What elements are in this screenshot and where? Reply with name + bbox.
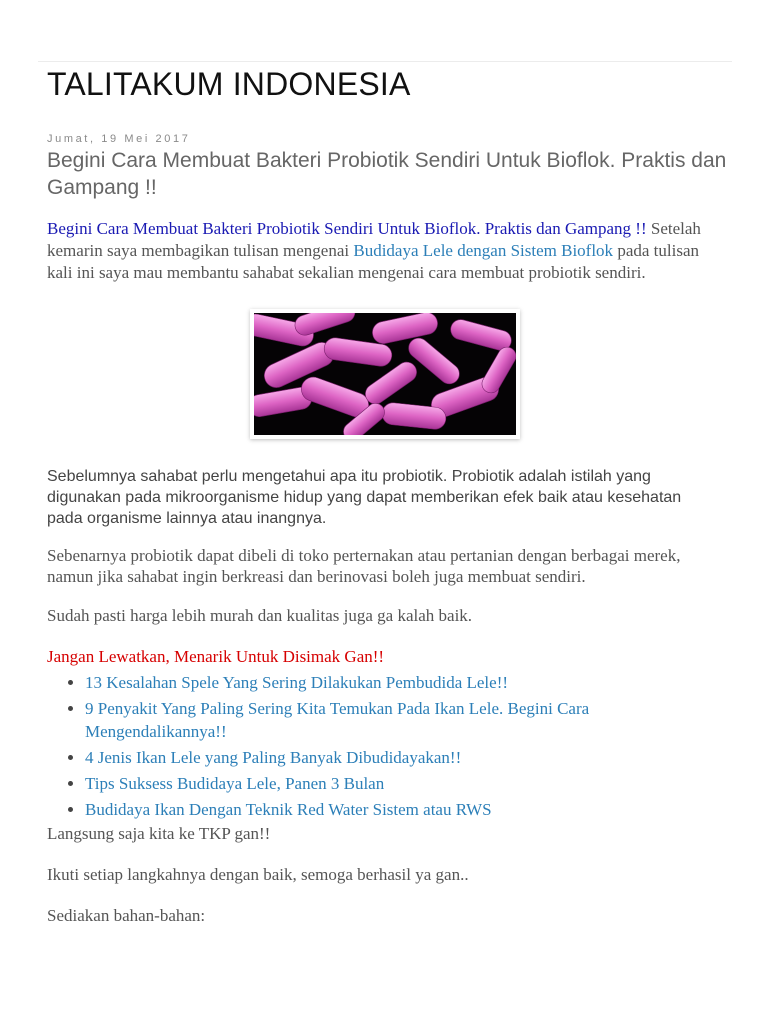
related-link-2[interactable]: 9 Penyakit Yang Paling Sering Kita Temukan Pada Ikan Lele. Begini Cara Mengendalikannya!! — [85, 699, 590, 741]
intro-paragraph — [47, 218, 719, 284]
blog-title[interactable]: TALITAKUM INDONESIA — [47, 66, 411, 102]
intro-text-1: Setelah kemarin saya membagikan tulisan mengenai — [47, 219, 701, 260]
list-item — [85, 697, 719, 743]
list-item — [85, 671, 719, 694]
list-item — [85, 798, 719, 821]
related-links-list — [47, 671, 719, 821]
related-heading: Jangan Lewatkan, Menarik Untuk Disimak Gan!! — [47, 647, 385, 666]
steps-paragraph: Ikuti setiap langkahnya dengan baik, semoga berhasil ya gan.. — [47, 865, 469, 884]
ingredients-heading: Sediakan bahan-bahan: — [47, 906, 206, 925]
related-link-1[interactable]: 13 Kesalahan Spele Yang Sering Dilakukan Pembudida Lele!! — [85, 673, 509, 692]
related-link-4[interactable]: Tips Suksess Budidaya Lele, Panen 3 Bulan — [85, 774, 385, 793]
probiotic-definition-paragraph: Sebelumnya sahabat perlu mengetahui apa itu probiotik. Probiotik adalah istilah yang digunakan pada mikroorganisme hidup yang dapat memberikan efek baik atau kesehatan pada organisme lainnya atau inangnya. — [47, 468, 682, 527]
list-item — [85, 772, 719, 795]
bacteria-image — [254, 313, 516, 435]
price-paragraph: Sudah pasti harga lebih murah dan kualitas juga ga kalah baik. — [47, 606, 473, 625]
bioflok-link[interactable]: Budidaya Lele dengan Sistem Bioflok — [353, 241, 614, 260]
tkp-paragraph: Langsung saja kita ke TKP gan!! — [47, 824, 271, 843]
bacteria-image-frame[interactable] — [250, 309, 520, 439]
header-divider — [38, 61, 732, 62]
buy-or-make-paragraph: Sebenarnya probiotik dapat dibeli di toko perternakan atau pertanian dengan berbagai merek, namun jika sahabat ingin berkreasi dan berinovasi boleh juga membuat sendiri. — [47, 546, 681, 586]
intro-text-2: pada tulisan kali ini saya mau membantu sahabat sekalian mengenai cara membuat probiotik sendiri. — [47, 241, 699, 282]
post-date: Jumat, 19 Mei 2017 — [47, 133, 191, 145]
related-link-5[interactable]: Budidaya Ikan Dengan Teknik Red Water Sistem atau RWS — [85, 800, 492, 819]
post-title: Begini Cara Membuat Bakteri Probiotik Sendiri Untuk Bioflok. Praktis dan Gampang !! — [47, 149, 727, 199]
list-item — [85, 746, 719, 769]
related-link-3[interactable]: 4 Jenis Ikan Lele yang Paling Banyak Dibudidayakan!! — [85, 748, 462, 767]
intro-title-link[interactable]: Begini Cara Membuat Bakteri Probiotik Sendiri Untuk Bioflok. Praktis dan Gampang !! — [47, 219, 647, 238]
post-body — [47, 218, 719, 927]
